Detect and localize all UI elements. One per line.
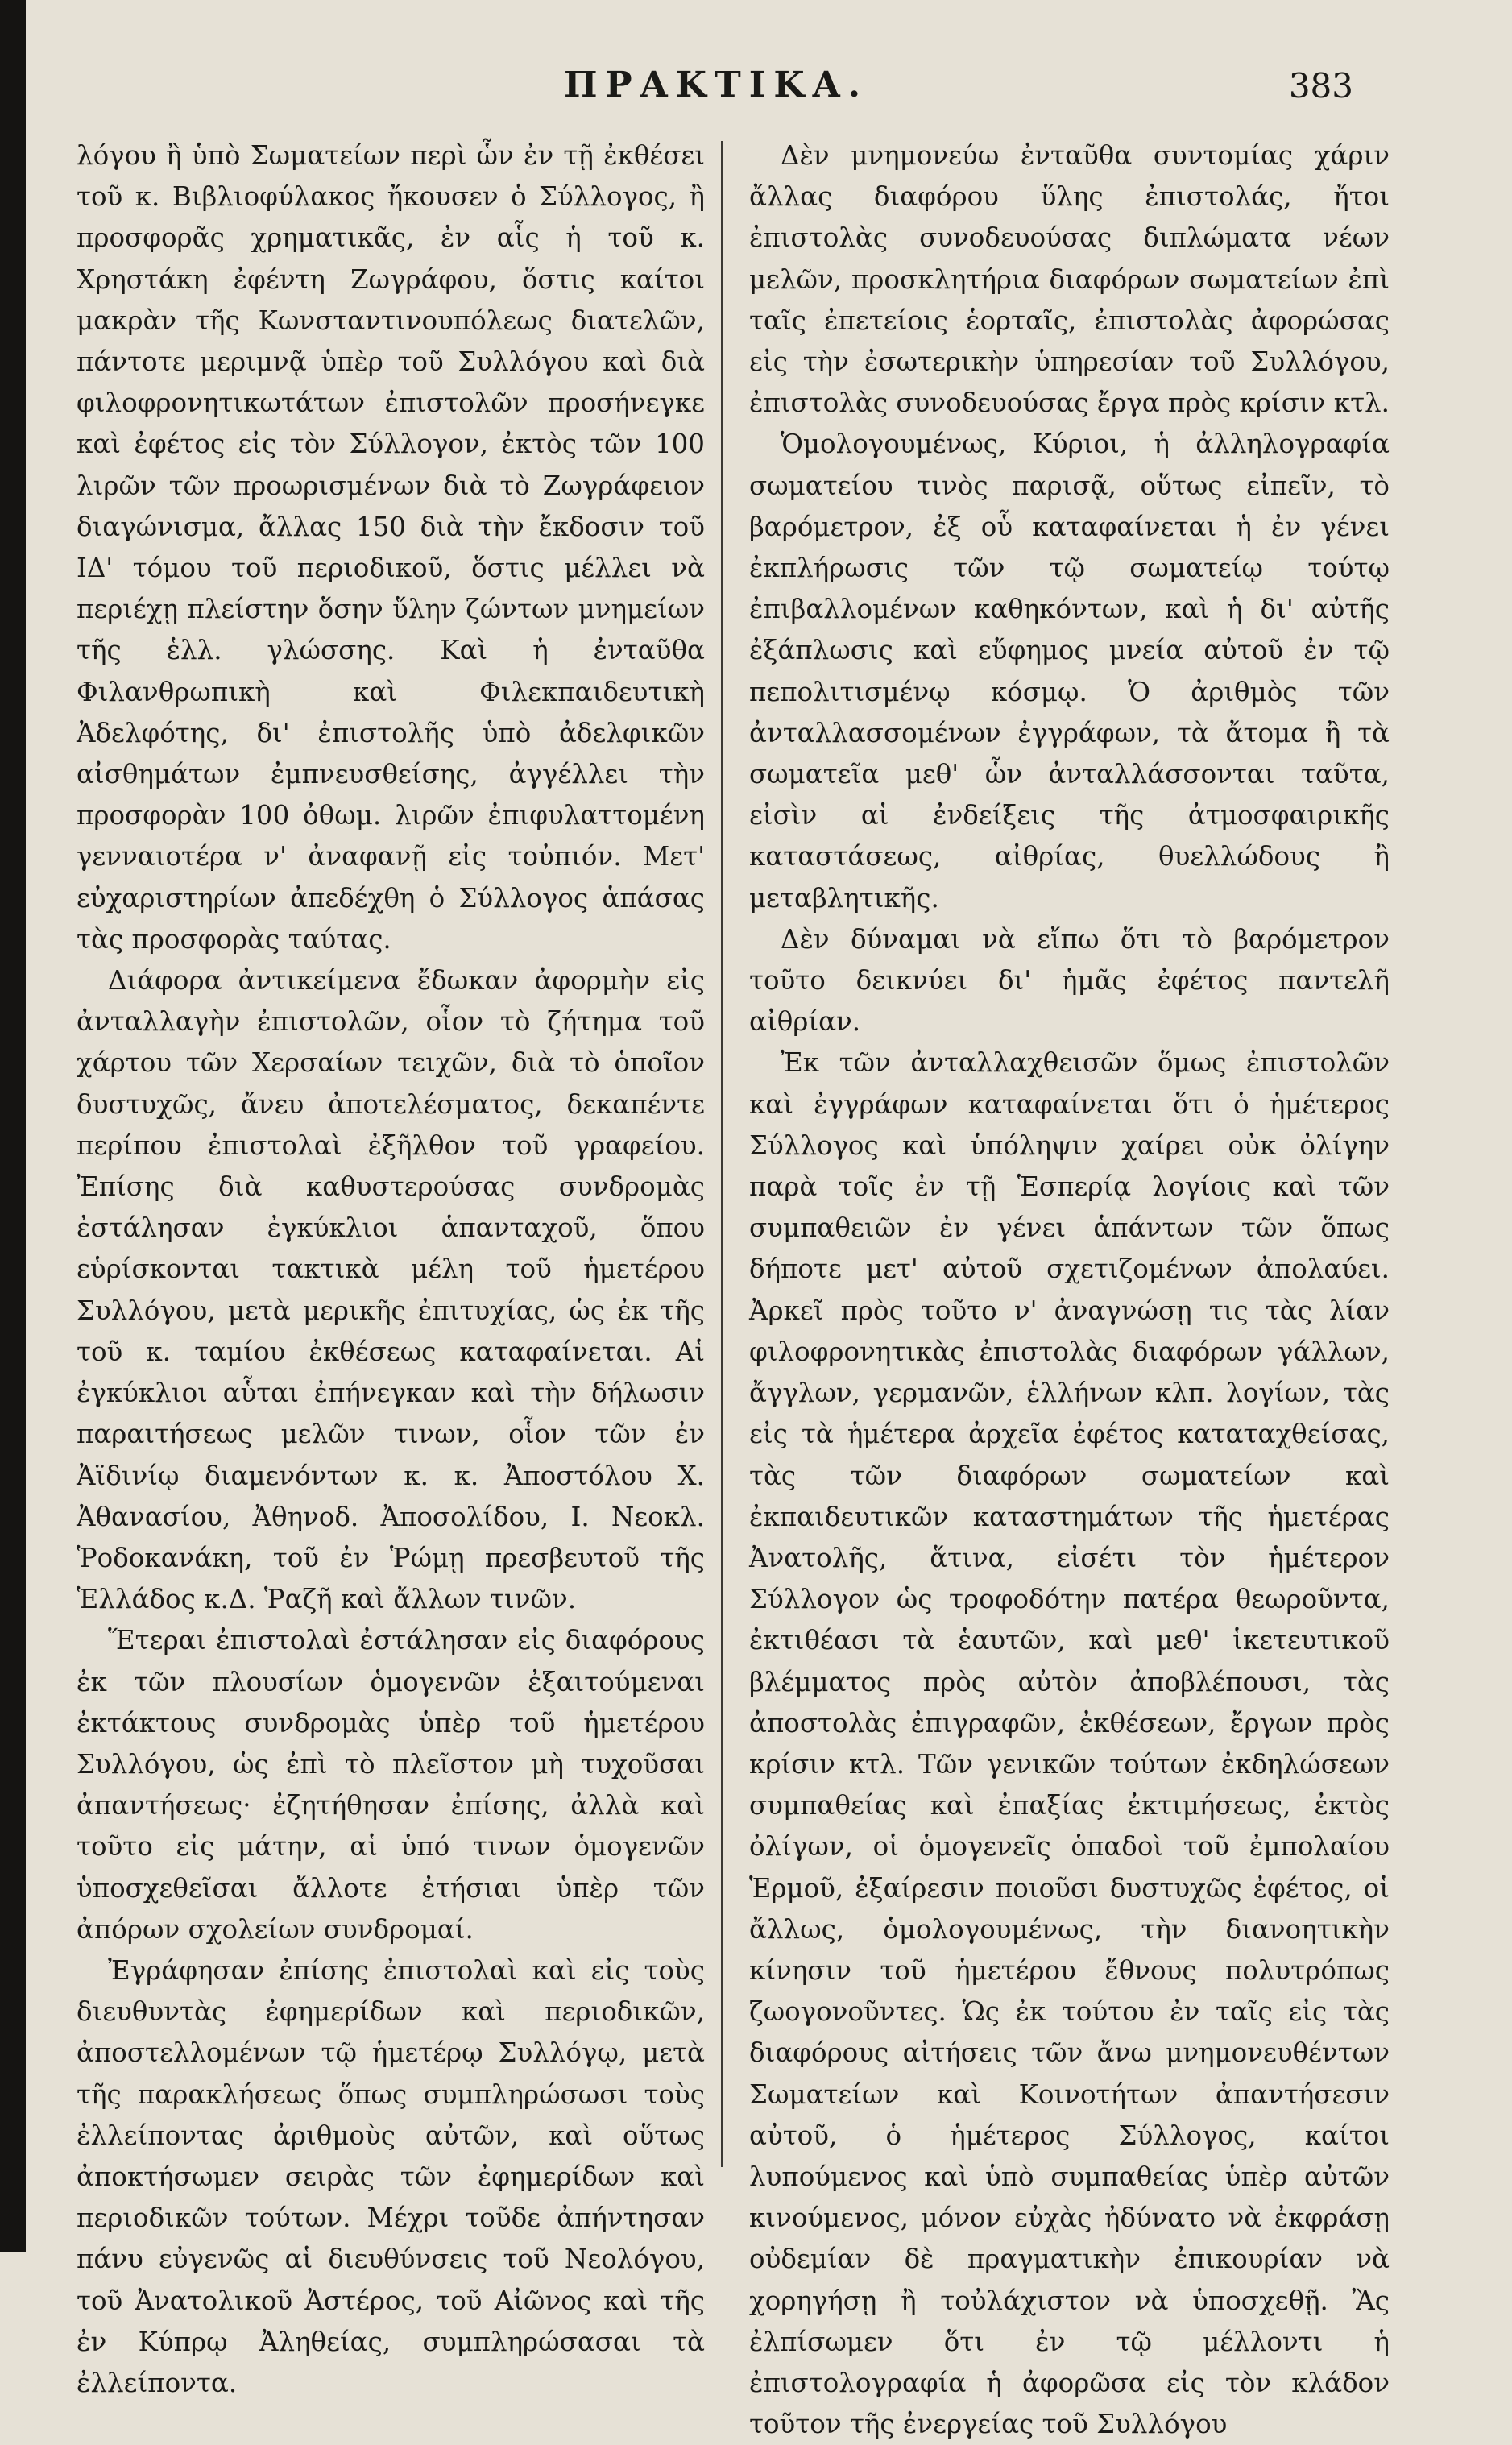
paragraph-donation-requests: Ἕτεραι ἐπιστολαὶ ἐστάλησαν εἰς διαφόρους ἐκ τῶν πλουσίων ὁμογενῶν ἐξαιτούμεναι ἐκτάκτους συνδρομὰς ὑπὲρ τοῦ ἡμετέρου Συλλόγου, ὡς ἐπὶ τὸ πλεῖστον μὴ τυχοῦσαι ἀπαντήσεως· ἐζητήθησαν ἐπίσης, ἀλλὰ καὶ τοῦτο εἰς μάτην, αἱ ὑπό τινων ὁμογενῶν ὑποσχεθεῖσαι ἄλλοτε ἐτήσιαι ὑπὲρ τῶν ἀπόρων σχολείων συνδρομαί. <box>77 1625 705 1945</box>
paragraph-barometer: Ὁμολογουμένως, Κύριοι, ἡ ἀλληλογραφία σωματείου τινὸς παρισᾷ, οὕτως εἰπεῖν, τὸ βαρόμετρον, ἐξ οὗ καταφαίνεται ἡ ἐν γένει ἐκπλήρωσις τῶν τῷ σωματείῳ τούτῳ ἐπιβαλλομένων καθηκόντων, καὶ ἡ δι' αὐτῆς ἐξάπλωσις καὶ εὔφημος μνεία αὐτοῦ ἐν τῷ πεπολιτισμένῳ κόσμῳ. Ὁ ἀριθμὸς τῶν ἀνταλλασσομένων ἐγγράφων, τὰ ἄτομα ἢ τὰ σωματεῖα μεθ' ὧν ἀνταλλάσσονται ταῦτα, εἰσὶν αἱ ἐνδείξεις τῆς ἀτμοσφαιρικῆς καταστάσεως, αἰθρίας, θυελλώδους ἢ μεταβλητικῆς. <box>749 429 1390 914</box>
paragraph-not-clear-sky: Δὲν δύναμαι νὰ εἴπω ὅτι τὸ βαρόμετρον τοῦτο δεικνύει δι' ἡμᾶς ἐφέτος παντελῆ αἰθρίαν. <box>749 923 1390 1038</box>
left-column <box>77 135 705 2404</box>
page-number: 383 <box>1288 66 1353 106</box>
paragraph-exchange-letters: Διάφορα ἀντικείμενα ἔδωκαν ἀφορμὴν εἰς ἀνταλλαγὴν ἐπιστολῶν, οἷον τὸ ζήτημα τοῦ χάρτου τῶν Χερσαίων τειχῶν, διὰ τὸ ὁποῖον δυστυχῶς, ἄνευ ἀποτελέσματος, δεκαπέντε περίπου ἐπιστολαὶ ἐξῆλθον τοῦ γραφείου. Ἐπίσης διὰ καθυστερούσας συνδρομὰς ἐστάλησαν ἐγκύκλιοι ἁπανταχοῦ, ὅπου εὑρίσκονται τακτικὰ μέλη τοῦ ἡμετέρου Συλλόγου, μετὰ μερικῆς ἐπιτυχίας, ὡς ἐκ τῆς τοῦ κ. ταμίου ἐκθέσεως καταφαίνεται. Αἱ ἐγκύκλιοι αὗται ἐπήνεγκαν καὶ τὴν δήλωσιν παραιτήσεως μελῶν τινων, οἷον τῶν ἐν Ἀϊδινίῳ διαμενόντων κ. κ. Ἀποστόλου Χ. Ἀθανασίου, Ἀθηνοδ. Ἀποσολίδου, Ι. Νεοκλ. Ῥοδοκανάκη, τοῦ ἐν Ῥώμῃ πρεσβευτοῦ τῆς Ἑλλάδος κ.Δ. Ῥαζῆ καὶ ἄλλων τινῶν. <box>77 965 705 1615</box>
column-divider <box>721 141 723 2167</box>
running-head: ΠΡΑΚΤΙΚΑ. <box>564 64 869 106</box>
paragraph-reputation: Ἐκ τῶν ἀνταλλαχθεισῶν ὅμως ἐπιστολῶν καὶ ἐγγράφων καταφαίνεται ὅτι ὁ ἡμέτερος Σύλλογος καὶ ὑπόληψιν χαίρει οὐκ ὀλίγην παρὰ τοῖς ἐν τῇ Ἑσπερίᾳ λογίοις καὶ τῶν συμπαθειῶν ἐν γένει ἁπάντων τῶν ὅπως δήποτε μετ' αὐτοῦ σχετιζομένων ἀπολαύει. Ἀρκεῖ πρὸς τοῦτο ν' ἀναγνώσῃ τις τὰς λίαν φιλοφρονητικὰς ἐπιστολὰς διαφόρων γάλλων, ἄγγλων, γερμανῶν, ἑλλήνων κλπ. λογίων, τὰς εἰς τὰ ἡμέτερα ἀρχεῖα ἐφέτος καταταχθείσας, τὰς τῶν διαφόρων σωματείων καὶ ἐκπαιδευτικῶν καταστημάτων τῆς ἡμετέρας Ἀνατολῆς, ἅτινα, εἰσέτι τὸν ἡμέτερον Σύλλογον ὡς τροφοδότην πατέρα θεωροῦντα, ἐκτιθέασι τὰ ἑαυτῶν, καὶ μεθ' ἱκετευτικοῦ βλέμματος πρὸς αὐτὸν ἀποβλέπουσι, τὰς ἀποστολὰς ἐπιγραφῶν, ἐκθέσεων, ἔργων πρὸς κρίσιν κτλ. Τῶν γενικῶν τούτων ἐκδηλώσεων συμπαθείας καὶ ἐπαξίας ἐκτιμήσεως, ἐκτὸς ὀλίγων, οἱ ὁμογενεῖς ὁπαδοὶ τοῦ ἐμπολαίου Ἑρμοῦ, ἐξαίρεσιν ποιοῦσι δυστυχῶς ἐφέτος, οἱ ἄλλως, ὁμολογουμένως, τὴν διανοητικὴν κίνησιν τοῦ ἡμετέρου ἔθνους πολυτρόπως ζωογονοῦντες. Ὡς ἐκ τούτου ἐν ταῖς εἰς τὰς διαφόρους αἰτήσεις τῶν ἄνω μνημονευθέντων Σωματείων καὶ Κοινοτήτων ἀπαντήσεσιν αὐτοῦ, ὁ ἡμέτερος Σύλλογος, καίτοι λυπούμενος καὶ ὑπὸ συμπαθείας ὑπὲρ αὐτῶν κινούμενος, μόνον εὐχὰς ἠδύνατο νὰ ἐκφράσῃ οὐδεμίαν δὲ πραγματικὴν ἐπικουρίαν νὰ χορηγήσῃ ἢ τοὐλάχιστον νὰ ὑποσχεθῇ. Ἂς ἐλπίσωμεν ὅτι ἐν τῷ μέλλοντι ἡ ἐπιστολογραφία ἡ ἀφορῶσα εἰς τὸν κλάδον τοῦτον τῆς ἐνεργείας τοῦ Συλλόγου <box>749 1047 1390 2440</box>
binding-edge <box>0 0 26 2252</box>
paragraph-newspapers: Ἐγράφησαν ἐπίσης ἐπιστολαὶ καὶ εἰς τοὺς διευθυντὰς ἐφημερίδων καὶ περιοδικῶν, ἀποστελλομένων τῷ ἡμετέρῳ Συλλόγῳ, μετὰ τῆς παρακλήσεως ὅπως συμπληρώσωσι τοὺς ἐλλείποντας ἀριθμοὺς αὐτῶν, καὶ οὕτως ἀποκτήσωμεν σειρὰς τῶν ἐφημερίδων καὶ περιοδικῶν τούτων. Μέχρι τοῦδε ἀπήντησαν πάνυ εὐγενῶς αἱ διευθύνσεις τοῦ Νεολόγου, τοῦ Ἀνατολικοῦ Ἀστέρος, τοῦ Αἰῶνος καὶ τῆς ἐν Κύπρῳ Ἀληθείας, συμπληρώσασαι τὰ ἐλλείποντα. <box>77 1954 705 2398</box>
paragraph-continuation: λόγου ἢ ὑπὸ Σωματείων περὶ ὧν ἐν τῇ ἐκθέσει τοῦ κ. Βιβλιοφύλακος ἤκουσεν ὁ Σύλλογος, ἢ προσφορᾶς χρηματικᾶς, ἐν αἷς ἡ τοῦ κ. Χρηστάκη ἐφέντη Ζωγράφου, ὅστις καίτοι μακρὰν τῆς Κωνσταντινουπόλεως διατελῶν, πάντοτε μεριμνᾷ ὑπὲρ τοῦ Συλλόγου καὶ διὰ φιλοφρονητικωτάτων ἐπιστολῶν προσήνεγκε καὶ ἐφέτος εἰς τὸν Σύλλογον, ἐκτὸς τῶν 100 λιρῶν τῶν προωρισμένων διὰ τὸ Ζωγράφειον διαγώνισμα, ἄλλας 150 διὰ τὴν ἔκδοσιν τοῦ ΙΔ' τόμου τοῦ περιοδικοῦ, ὅστις μέλλει νὰ περιέχῃ πλείστην ὅσην ὕλην ζώντων μνημείων τῆς ἑλλ. γλώσσης. Καὶ ἡ ἐνταῦθα Φιλανθρωπικὴ καὶ Φιλεκπαιδευτικὴ Ἀδελφότης, δι' ἐπιστολῆς ὑπὸ ἀδελφικῶν αἰσθημάτων ἐμπνευσθείσης, ἀγγέλλει τὴν προσφορὰν 100 ὀθωμ. λιρῶν ἐπιφυλαττομένη γενναιοτέρα ν' ἀναφανῇ εἰς τοὐπιόν. Μετ' εὐχαριστηρίων ἀπεδέχθη ὁ Σύλλογος ἁπάσας τὰς προσφορὰς ταύτας. <box>77 140 705 955</box>
paragraph-other-letters: Δὲν μνημονεύω ἐνταῦθα συντομίας χάριν ἄλλας διαφόρου ὕλης ἐπιστολάς, ἤτοι ἐπιστολὰς συνοδευούσας διπλώματα νέων μελῶν, προσκλητήρια διαφόρων σωματείων ἐπὶ ταῖς ἐπετείοις ἑορταῖς, ἐπιστολὰς ἀφορώσας εἰς τὴν ἐσωτερικὴν ὑπηρεσίαν τοῦ Συλλόγου, ἐπιστολὰς συνοδευούσας ἔργα πρὸς κρίσιν κτλ. <box>749 140 1390 419</box>
right-column <box>749 135 1390 2445</box>
page-header <box>64 56 1353 121</box>
